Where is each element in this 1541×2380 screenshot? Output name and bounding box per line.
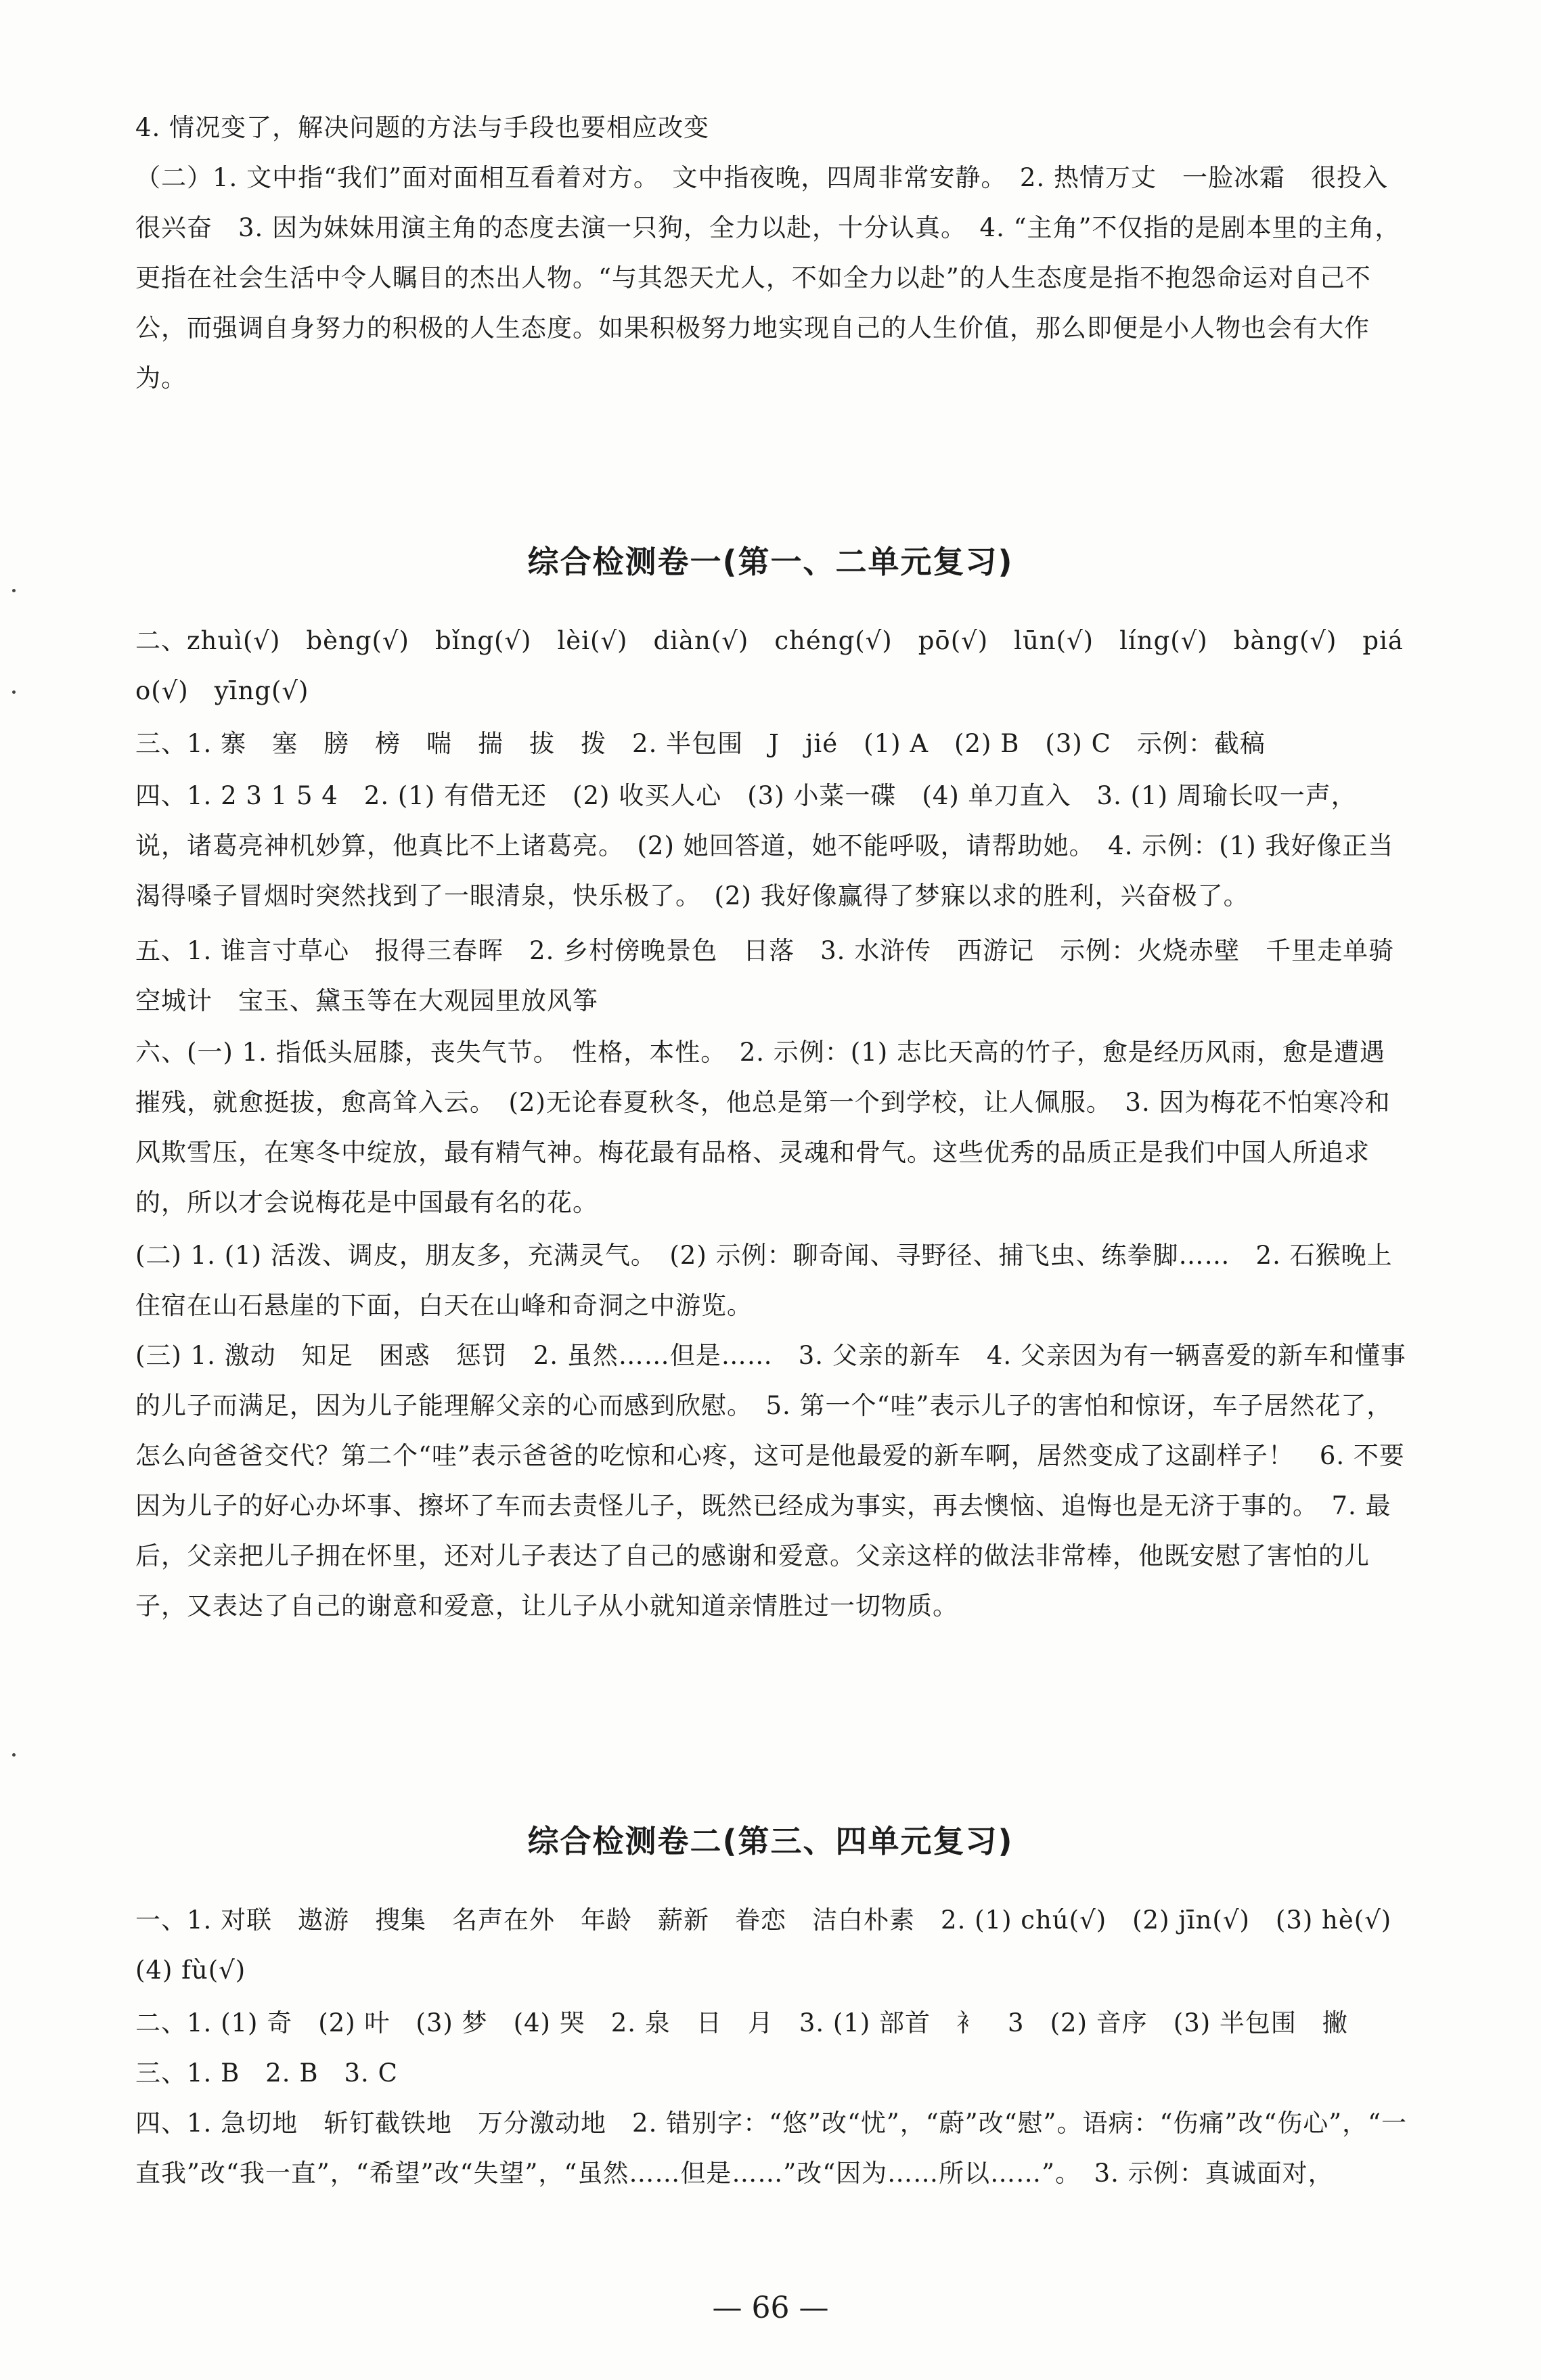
test2-item-4: 四、1. 急切地 斩钉截铁地 万分激动地 2. 错别字：“悠”改“忧”，“蔚”改“慰”。语病：“伤痛”改“伤心”，“一直我”改“我一直”，“希望”改“失望”，“虽然……但是……”改“因为……所以……”。 3. 示例：真诚面对， bbox=[135, 2109, 1408, 2188]
scan-speck bbox=[12, 690, 16, 694]
scan-speck bbox=[12, 589, 16, 592]
test2-item-3: 三、1. B 2. B 3. C bbox=[135, 2058, 398, 2088]
test2-title: 综合检测卷二(第三、四单元复习) bbox=[527, 1823, 1014, 1859]
test1-item-5: 五、1. 谁言寸草心 报得三春晖 2. 乡村傍晚景色 日落 3. 水浒传 西游记 示例：火烧赤壁 千里走单骑 空城计 宝玉、黛玉等在大观园里放风筝 bbox=[135, 936, 1421, 1015]
test1-item-4: 四、1. 2 3 1 5 4 2. (1) 有借无还 (2) 收买人心 (3) 小菜一碟 (4) 单刀直入 3. (1) 周瑜长叹一声，说，诸葛亮神机妙算，他真比不上诸葛亮。 (2) 她回答道，她不能呼吸，请帮助她。 4. 示例：(1) 我好像正当渴得嗓子冒烟时突然找到了一眼清泉，快乐极了。 (2) 我好像赢得了梦寐以求的胜利，兴奋极了。 bbox=[135, 781, 1394, 910]
test1-item-6-part3: (三) 1. 激动 知足 困惑 惩罚 2. 虽然……但是…… 3. 父亲的新车 4. 父亲因为有一辆喜爱的新车和懂事的儿子而满足，因为儿子能理解父亲的心而感到欣慰。 5. 第一个“哇”表示儿子的害怕和惊讶，车子居然花了，怎么向爸爸交代？第二个“哇”表示爸爸的吃惊和心疼，这可是他最爱的新车啊，居然变成了这副样子！ 6. 不要因为儿子的好心办坏事、擦坏了车而去责怪儿子，既然已经成为事实，再去懊恼、追悔也是无济于事的。 7. 最后，父亲把儿子拥在怀里，还对儿子表达了自己的感谢和爱意。父亲这样的做法非常棒，他既安慰了害怕的儿子，又表达了自己的谢意和爱意，让儿子从小就知道亲情胜过一切物质。 bbox=[135, 1341, 1406, 1621]
test1-item-2: 二、zhuì(√) bèng(√) bǐng(√) lèi(√) diàn(√) chéng(√) pō(√) lūn(√) líng(√) bàng(√) piáo(√) yīng(√) bbox=[135, 626, 1404, 705]
top-answer-part-2: （二）1. 文中指“我们”面对面相互看着对方。 文中指夜晚，四周非常安静。 2. 热情万丈 一脸冰霜 很投入 很兴奋 3. 因为妹妹用演主角的态度去演一只狗，全力以赴，十分认真。 4. “主角”不仅指的是剧本里的主角，更指在社会生活中令人瞩目的杰出人物。“与其怨天尤人，不如全力以赴”的人生态度是指不抱怨命运对自己不公，而强调自身努力的积极的人生态度。如果积极努力地实现自己的人生价值，那么即便是小人物也会有大作为。 bbox=[135, 163, 1414, 393]
test2-item-2: 二、1. (1) 奇 (2) 叶 (3) 梦 (4) 哭 2. 泉 日 月 3. (1) 部首 衤 3 (2) 音序 (3) 半包围 撇 bbox=[135, 2008, 1348, 2037]
test1-title: 综合检测卷一(第一、二单元复习) bbox=[527, 544, 1014, 580]
scan-speck bbox=[12, 1753, 16, 1757]
page-number: — 66 — bbox=[712, 2291, 829, 2325]
test1-item-6-part2: (二) 1. (1) 活泼、调皮，朋友多，充满灵气。 (2) 示例：聊奇闻、寻野径、捕飞虫、练拳脚…… 2. 石猴晚上住宿在山石悬崖的下面，白天在山峰和奇洞之中游览。 bbox=[135, 1241, 1393, 1320]
test1-item-3: 三、1. 寨 塞 膀 榜 喘 揣 拔 拨 2. 半包围 J jié (1) A (2) B (3) C 示例：截稿 bbox=[135, 729, 1266, 758]
test2-item-1: 一、1. 对联 遨游 搜集 名声在外 年龄 薪新 眷恋 洁白朴素 2. (1) chú(√) (2) jīn(√) (3) hè(√) (4) fù(√) bbox=[135, 1905, 1418, 1985]
test1-item-6-part1: 六、(一) 1. 指低头屈膝，丧失气节。 性格，本性。 2. 示例：(1) 志比天高的竹子，愈是经历风雨，愈是遭遇摧残，就愈挺拔，愈高耸入云。 (2)无论春夏秋冬，他总是第一个到学校，让人佩服。 3. 因为梅花不怕寒冷和风欺雪压，在寒冬中绽放，最有精气神。梅花最有品格、灵魂和骨气。这些优秀的品质正是我们中国人所追求的，所以才会说梅花是中国最有名的花。 bbox=[135, 1038, 1391, 1217]
top-answer-line-4: 4. 情况变了，解决问题的方法与手段也要相应改变 bbox=[135, 113, 710, 142]
